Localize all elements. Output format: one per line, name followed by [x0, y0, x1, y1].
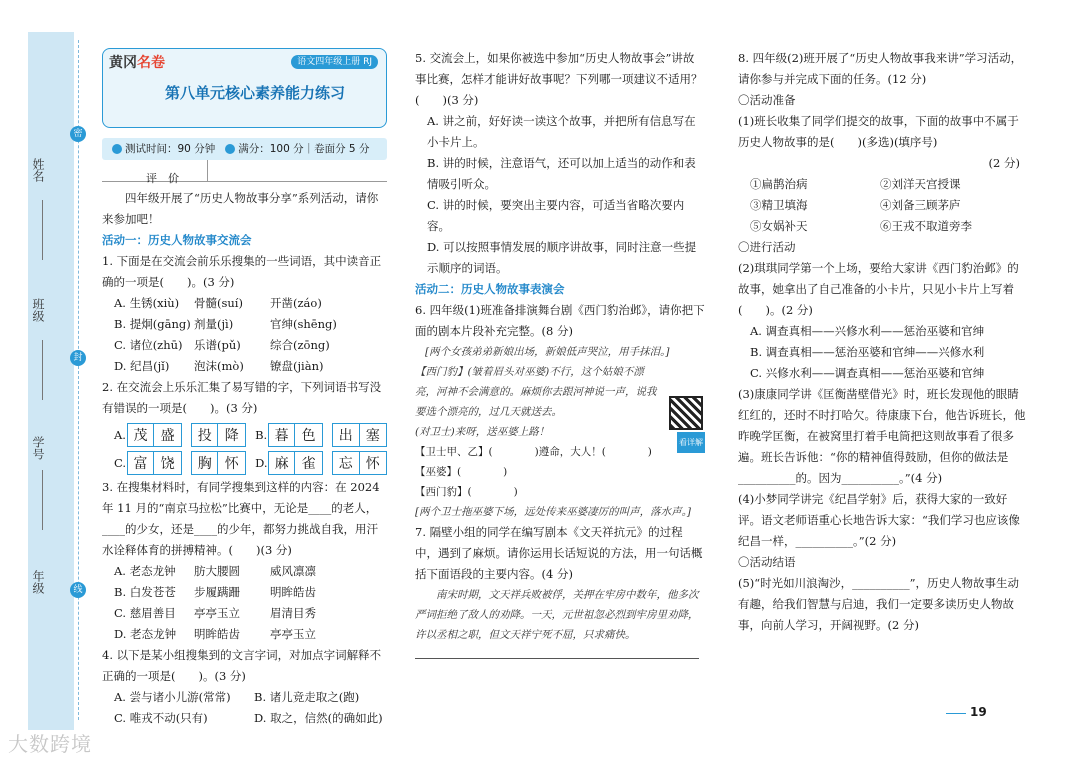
name-label: 姓名 [31, 158, 45, 182]
column-right [738, 48, 1028, 636]
evaluation-row: 评 价 [102, 160, 387, 182]
answer-area[interactable]: (4)小梦同学讲完《纪昌学射》后，获得大家的一致好评。语文老师语重心长地告诉大家：“我们学习也应该像纪昌一样，__________。”(2 分) [738, 492, 1020, 548]
exam-meta: 测试时间：90 分钟 满分：100 分｜卷面分 5 分 [102, 138, 387, 160]
score-icon [225, 144, 235, 154]
blank-line[interactable]: 【巫婆】( ) [415, 466, 508, 478]
question-2: 2. 在交流会上乐乐汇集了易写错的字，下列词语书写没有错误的一项是( )。(3 分) A. 茂 盛 投 降 B. 暮 色 出 塞 C. 富 饶 胸 怀 D. 麻 雀 忘 怀 [102, 377, 387, 475]
grade-label: 年级 [31, 570, 45, 594]
page-title: 第八单元核心素养能力练习 [165, 84, 346, 102]
section-heading: 活动二：历史人物故事表演会 [415, 282, 565, 296]
answer-area[interactable]: (3)康康同学讲《匡衡凿壁借光》时，班长发现他的眼睛红红的，还时不时打哈欠。待康康下台，他告诉班长，他昨晚学匡衡，在被窝里打着手电筒把这则故事看了很多遍。班长告诉他：“你的精神值得鼓励，但你的做法是__________的。因为__________。”(4 分) [738, 387, 1026, 485]
seal-dot: 密 [70, 126, 86, 142]
question-6: 6. 四年级(1)班准备排演舞台剧《西门豹治邺》，请你把下面的剧本片段补充完整。(8 分) [两个女孩弟弟新娘出场，新娘低声哭泣，用手抹泪。] 【西门豹】(皱着眉头对巫婆)不行，这个姑娘不漂亮，河神不会满意的。麻烦你去跟河神说一声，说我要选个漂亮的，过几天就送去。 (对卫士)来呀，送巫婆上路！ 看详解 【卫士甲、乙】( )遵命，大人！( ) 【巫婆】( ) 【西门豹】( ) [两个卫士拖巫婆下场，远处传来巫婆凄厉的叫声，落水声。] [415, 303, 705, 518]
grade-tag: 语文四年级上册 RJ [291, 55, 378, 69]
question-5: 5. 交流会上，如果你被选中参加“历史人物故事会”讲故事比赛，怎样才能讲好故事呢？下列哪一项建议不适用？( )(3 分) A. 讲之前，好好读一读这个故事，并把所有信息写在小卡片上。 B. 讲的时候，注意语气，还可以加上适当的动作和表情吸引听众。 C. 讲的时候，要突出主要内容，可适当省略次要内容。 D. 可以按照事情发展的顺序讲故事，同时注意一些提示顺序的词语。 [415, 51, 703, 275]
question-3: 3. 在搜集材料时，有同学搜集到这样的内容：在 2024 年 11 月的“南京马拉松”比赛中，无论是____的老人，____的少女，还是____的少年，都努力挑战自我，用汗水诠释体育的拼搏精神。( )(3 分) A. 老态龙钟 肪大腰圆 威风凛凛 B. 白发苍苍 步履蹒跚 明眸皓齿 C. 慈眉善目 亭亭玉立 眉清目秀 D. 老态龙钟 明眸皓齿 亭亭玉立 [102, 480, 380, 641]
answer-area[interactable]: (5)“时光如川浪淘沙，__________”，历史人物故事生动有趣，给我们智慧与启迪，我们一定要多读历史人物故事，向前人学习，开阔视野。(2 分) [738, 576, 1020, 632]
question-1: 1. 下面是在交流会前乐乐搜集的一些词语，其中读音正确的一项是( )。(3 分) A. 生锈(xiù) 骨髓(suí) 开凿(záo) B. 提炯(gāng) 剂量(jì) 官绅(shēng) C. 诸位(zhū) 乐谱(pǔ) 综合(zōng) D. 纪昌(jǐ) 泡沫(mò) 镣盘(jiàn) [102, 254, 382, 373]
exam-header [102, 48, 387, 128]
watermark: 大数跨境 [8, 732, 92, 756]
question-7: 7. 隔壁小组的同学在编写剧本《文天祥抗元》的过程中，遇到了麻烦。请你运用长话短说的方法，用一句话概括下面语段的主要内容。(4 分) 南宋时期，文天祥兵败被俘，关押在牢房中数年，他多次严词拒绝了敌人的劝降。一天，元世祖忽必烈到牢房里劝降，许以丞相之职，但文天祥宁死不屈，只求痛快。 [415, 522, 705, 659]
question-8: 8. 四年级(2)班开展了“历史人物故事我来讲”学习活动，请你参与并完成下面的任务。(12 分) 〇活动准备 (1)班长收集了同学们提交的故事，下面的故事中不属于历史人物故事的是( )(多选)(填序号) (2 分) ①扁鹊治病 ②刘洋天宫授课 ③精卫填海 ④刘备三顾茅庐 ⑤女娲补天 ⑥王戎不取道旁李 〇进行活动 (2)琪琪同学第一个上场，要给大家讲《西门豹治邺》的故事，她拿出了自己准备的小卡片，只见小卡片上写着( )。(2 分) A. 调查真相——兴修水利——惩治巫婆和官绅 B. 调查真相——惩治巫婆和官绅——兴修水利 C. 兴修水利——调查真相——惩治巫婆和官绅 (3)康康同学讲《匡衡凿壁借光》时，班长发现他的眼睛红红的，还时不时打哈欠。待康康下台，他告诉班长，他昨晚学匡衡，在被窝里打着手电筒把这则故事看了很多遍。班长告诉他：“你的精神值得鼓励，但你的做法是__________的。因为__________。”(4 分) (4)小梦同学讲完《纪昌学射》后，获得大家的一致好评。语文老师语重心长地告诉大家：“我们学习也应该像纪昌一样，__________。”(2 分) 〇活动结语 (5)“时光如川浪淘沙，__________”，历史人物故事生动有趣，给我们智慧与启迪，我们一定要多读历史人物故事，向前人学习，开阔视野。(2 分) [738, 48, 1028, 636]
column-left [102, 48, 387, 729]
page-number: 19 [970, 705, 987, 719]
brand-logo: 黄冈名卷 [109, 55, 165, 71]
column-middle [415, 48, 705, 659]
binding-margin [0, 0, 82, 763]
seal-dot: 封 [70, 350, 86, 366]
blank-line[interactable]: 【卫士甲、乙】( )遵命，大人！( ) [415, 446, 652, 458]
blank-line[interactable]: 【西门豹】( ) [415, 486, 518, 498]
section-heading: 活动一：历史人物故事交流会 [102, 233, 252, 247]
clock-icon [112, 144, 122, 154]
intro-text: 四年级开展了“历史人物故事分享”系列活动，请你来参加吧！ [102, 191, 379, 226]
answer-line[interactable] [415, 645, 699, 659]
binding-strip [28, 32, 74, 730]
question-4: 4. 以下是某小组搜集到的文言字词，对加点字词解释不正确的一项是( )。(3 分) A. 尝与诸小儿游(常常) B. 诸儿竞走取之(跑) C. 唯戎不动(只有) D. 取之，信然(的确如此) [102, 648, 383, 725]
qr-code[interactable] [669, 396, 703, 430]
seal-dot: 线 [70, 582, 86, 598]
qr-label: 看详解 [677, 432, 705, 453]
class-label: 班级 [31, 298, 45, 322]
id-label: 学号 [31, 436, 45, 460]
